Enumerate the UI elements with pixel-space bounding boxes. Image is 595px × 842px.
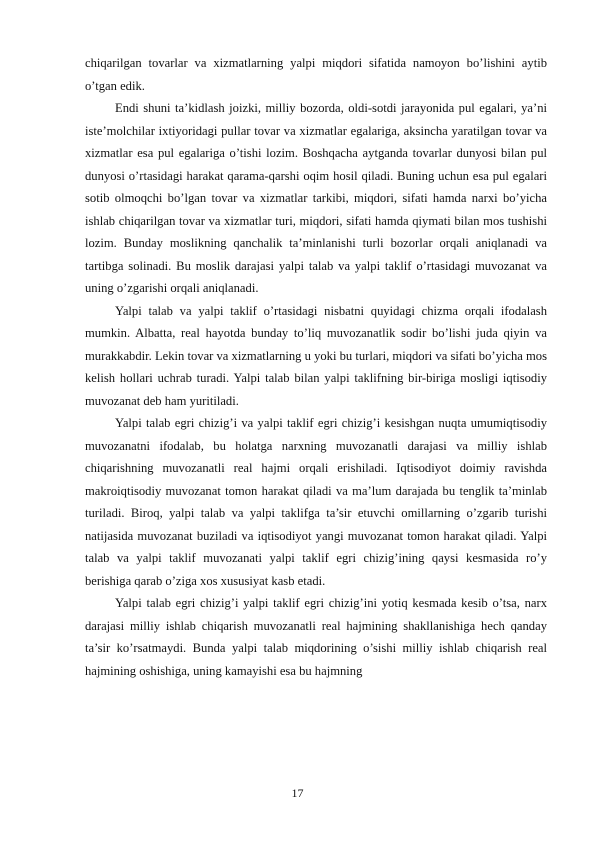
paragraph-continuation: chiqarilgan tovarlar va xizmatlarning yalpi miqdori sifatida namoyon bo’lishini aytib o’tgan edik. — [85, 56, 547, 93]
paragraph-demand-supply-ratio: Yalpi talab va yalpi taklif o’rtasidagi nisbatni quyidagi chizma orqali ifodalash mumkin. Albatta, real hayotda bunday to’liq muvozanatlik sodir bo’lishi juda qiyin va murakkabdir. Lekin tovar va xizmatlarning u yoki bu turlari, miqdori va sifati bo’yicha mos kelish hollari uchrab turadi. Yalpi talab bilan yalpi taklifning bir-biriga mosligi iqtisodiy muvozanat deb ham yuritiladi. — [85, 303, 548, 408]
paragraph-equilibrium-point: Yalpi talab egri chizig’i va yalpi taklif egri chizig’i kesishgan nuqta umumiqtisodiy muvozanatni ifodalab, bu holatga narxning muvozanatli darajasi va milliy ishlab chiqarishning muvozanatli real hajmi orqali erishiladi. Iqtisodiyot doimiy ravishda makroiqtisodiy muvozanat tomon harakat qiladi va ma’lum darajada bu tenglik ta’minlab turiladi. Biroq, yalpi talab va yalpi taklifga ta’sir etuvchi omillarning o’zgarib turishi natijasida muvozanat buziladi va iqtisodiyot yangi muvozanat tomon harakat qiladi. Yalpi talab va yalpi taklif muvozanati yalpi taklif egri chizig’ining qaysi kesmasida ro’y berishiga qarab o’ziga xos xususiyat kasb etadi. — [85, 416, 547, 588]
page-body — [85, 52, 547, 682]
paragraph-horizontal-segment: Yalpi talab egri chizig’i yalpi taklif egri chizig’ini yotiq kesmada kesib o’tsa, narx darajasi milliy ishlab chiqarish muvozanatli real hajmining shakllanishiga hech qanday ta’sir ko’rsatmaydi. Bunda yalpi talab miqdorining o’sishi milliy ishlab chiqarish real hajmining oshishiga, uning kamayishi esa bu hajmning — [85, 596, 547, 678]
paragraph-market-flow: Endi shuni ta’kidlash joizki, milliy bozorda, oldi-sotdi jarayonida pul egalari, ya’ni iste’molchilar ixtiyoridagi pullar tovar va xizmatlar egalariga, aksincha yaratilgan tovar va xizmatlar esa pul egalariga o’tishi lozim. Boshqacha aytganda tovarlar dunyosi bilan pul dunyosi o’rtasidagi harakat qarama-qarshi oqim hosil qiladi. Buning uchun esa pul egalari sotib olmoqchi bo’lgan tovar va xizmatlar tarkibi, miqdori, sifati hamda narxi bo’yicha ishlab chiqarilgan tovar va xizmatlar turi, miqdori, sifati hamda qiymati bilan mos tushishi lozim. Bunday moslikning qanchalik ta’minlanishi turli bozorlar orqali aniqlanadi va tartibga solinadi. Bu moslik darajasi yalpi talab va yalpi taklif o’rtasidagi muvozanat va uning o’zgarishi orqali aniqlanadi. — [85, 101, 547, 295]
page-number: 17 — [291, 786, 304, 800]
